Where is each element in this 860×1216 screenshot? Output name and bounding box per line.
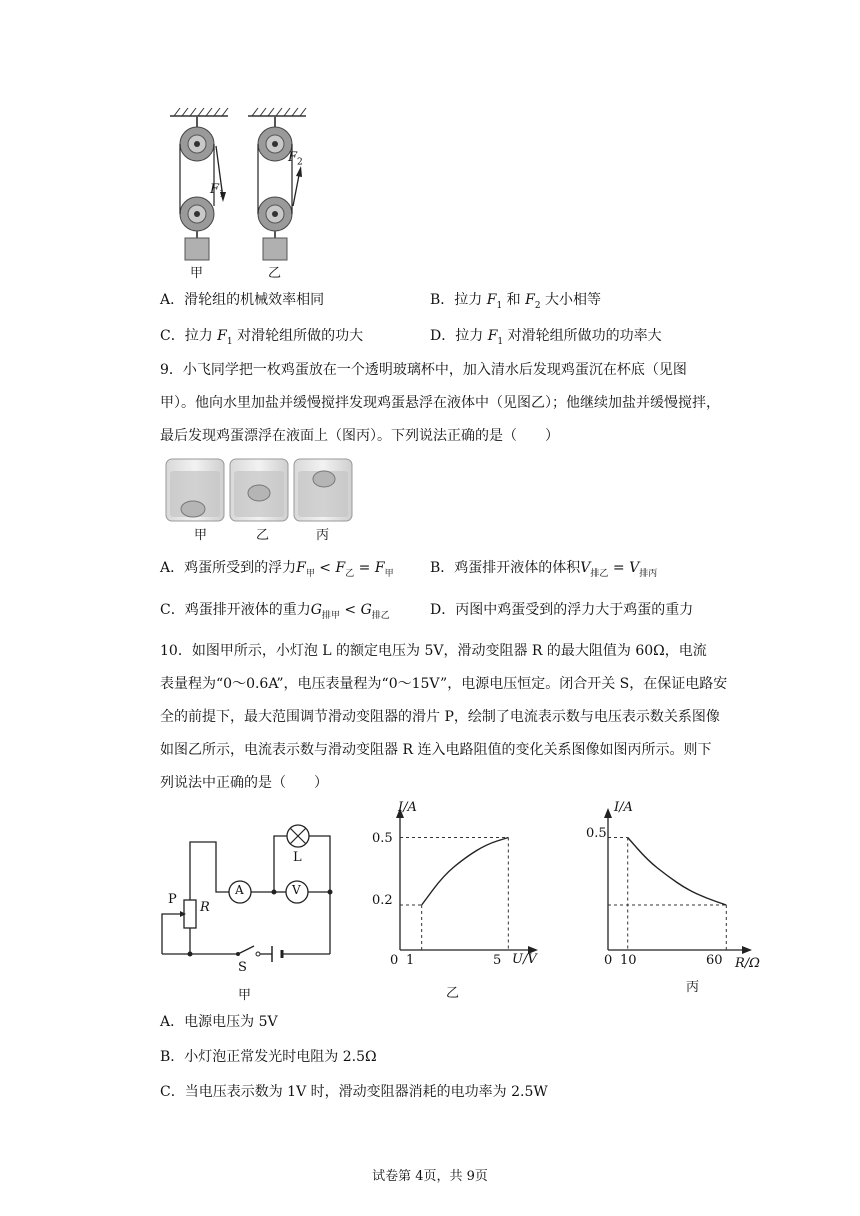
graph-bing-ytick-05: 0.5 bbox=[586, 826, 607, 841]
q9-line-3: 最后发现鸡蛋漂浮在液面上（图丙）。下列说法正确的是（ ） bbox=[160, 428, 559, 444]
beaker-label-bing: 丙 bbox=[316, 528, 330, 543]
q8-option-a: A．滑轮组的机械效率相同 bbox=[160, 292, 325, 308]
series-line bbox=[628, 838, 727, 906]
q10-line-1: 10．如图甲所示，小灯泡 L 的额定电压为 5V，滑动变阻器 R 的最大阻值为 60Ω，电流 bbox=[160, 643, 707, 659]
q8-option-c: C．拉力 $F_1$ 对滑轮组所做的功大 bbox=[160, 328, 364, 347]
circuit-label-s: S bbox=[238, 960, 247, 975]
q9-option-a: A．鸡蛋所受到的浮力$F_甲 < F_乙 = F_甲$ bbox=[160, 560, 394, 579]
beaker-yi bbox=[230, 459, 288, 521]
beaker-bing bbox=[294, 459, 352, 521]
beaker-figure bbox=[160, 455, 360, 527]
graph-bing-xtick-60: 60 bbox=[706, 953, 723, 968]
graph-yi-xlabel: U/V bbox=[512, 952, 537, 967]
graph-yi-ylabel: I/A bbox=[398, 800, 417, 815]
graph-yi-xtick-5: 5 bbox=[493, 953, 502, 968]
q9-option-c: C．鸡蛋排开液体的重力$G_{排甲} < G_{排乙}$ bbox=[160, 602, 390, 621]
circuit-label-r: R bbox=[200, 900, 210, 915]
q9-option-d: D．丙图中鸡蛋受到的浮力大于鸡蛋的重力 bbox=[430, 602, 694, 618]
q9-line-1: 9．小飞同学把一枚鸡蛋放在一个透明玻璃杯中，加入清水后发现鸡蛋沉在杯底（见图 bbox=[160, 362, 687, 378]
circuit-diagram bbox=[150, 810, 350, 1000]
q8-option-d: D．拉力 $F_1$ 对滑轮组所做功的功率大 bbox=[430, 328, 662, 347]
page-footer: 试卷第 4页，共 9页 bbox=[372, 1169, 488, 1184]
circuit-label-v: V bbox=[292, 883, 301, 897]
graph-bing-xtick-10: 10 bbox=[620, 953, 637, 968]
pulley-label-yi: 乙 bbox=[268, 266, 282, 281]
pulley-figure bbox=[160, 106, 320, 282]
graph-bing-xtick-0: 0 bbox=[604, 953, 613, 968]
series-line bbox=[422, 838, 509, 906]
graph-yi-ytick-02: 0.2 bbox=[372, 893, 393, 908]
q10-line-4: 如图乙所示，电流表示数与滑动变阻器 R 连入电路阻值的变化关系图像如图丙所示。则下 bbox=[160, 742, 712, 758]
q9-option-b: B．鸡蛋排开液体的体积$V_{排乙} = V_{排丙}$ bbox=[430, 560, 658, 579]
pulley-label-jia: 甲 bbox=[190, 266, 204, 281]
graph-yi-label: 乙 bbox=[446, 986, 460, 1001]
q8-option-b: B．拉力 $F_1$ 和 $F_2$ 大小相等 bbox=[430, 292, 602, 311]
force-label-f1: $F_1$ bbox=[210, 182, 225, 200]
circuit-label-l: L bbox=[293, 850, 302, 865]
q10-option-a: A．电源电压为 5V bbox=[160, 1014, 278, 1030]
q10-line-2: 表量程为“0～0.6A”，电压表量程为“0～15V”，电源电压恒定。闭合开关 S，在保证电路安 bbox=[160, 676, 728, 692]
q10-option-c: C．当电压表示数为 1V 时，滑动变阻器消耗的电功率为 2.5W bbox=[160, 1084, 548, 1100]
graph-yi-xtick-1: 1 bbox=[406, 953, 415, 968]
force-label-f2: $F_2$ bbox=[288, 150, 303, 168]
q9-line-2: 甲）。他向水里加盐并缓慢搅拌发现鸡蛋悬浮在液体中（见图乙）；他继续加盐并缓慢搅拌， bbox=[160, 395, 720, 411]
graph-bing-label: 丙 bbox=[686, 980, 700, 995]
graph-bing-ylabel: I/A bbox=[614, 800, 633, 815]
q10-line-3: 全的前提下，最大范围调节滑动变阻器的滑片 P，绘制了电流表示数与电压表示数关系图像 bbox=[160, 709, 720, 725]
beaker-label-yi: 乙 bbox=[256, 528, 270, 543]
beaker-label-jia: 甲 bbox=[194, 528, 208, 543]
q10-line-5: 列说法中正确的是（ ） bbox=[160, 775, 328, 791]
circuit-fig-label: 甲 bbox=[238, 988, 252, 1003]
graph-yi-xtick-0: 0 bbox=[390, 953, 399, 968]
beaker-jia bbox=[166, 459, 224, 521]
q10-option-b: B．小灯泡正常发光时电阻为 2.5Ω bbox=[160, 1049, 377, 1065]
graph-yi-ytick-05: 0.5 bbox=[372, 831, 393, 846]
graph-bing-xlabel: R/Ω bbox=[735, 956, 760, 971]
circuit-label-p: P bbox=[168, 892, 177, 907]
circuit-label-a: A bbox=[235, 883, 244, 897]
